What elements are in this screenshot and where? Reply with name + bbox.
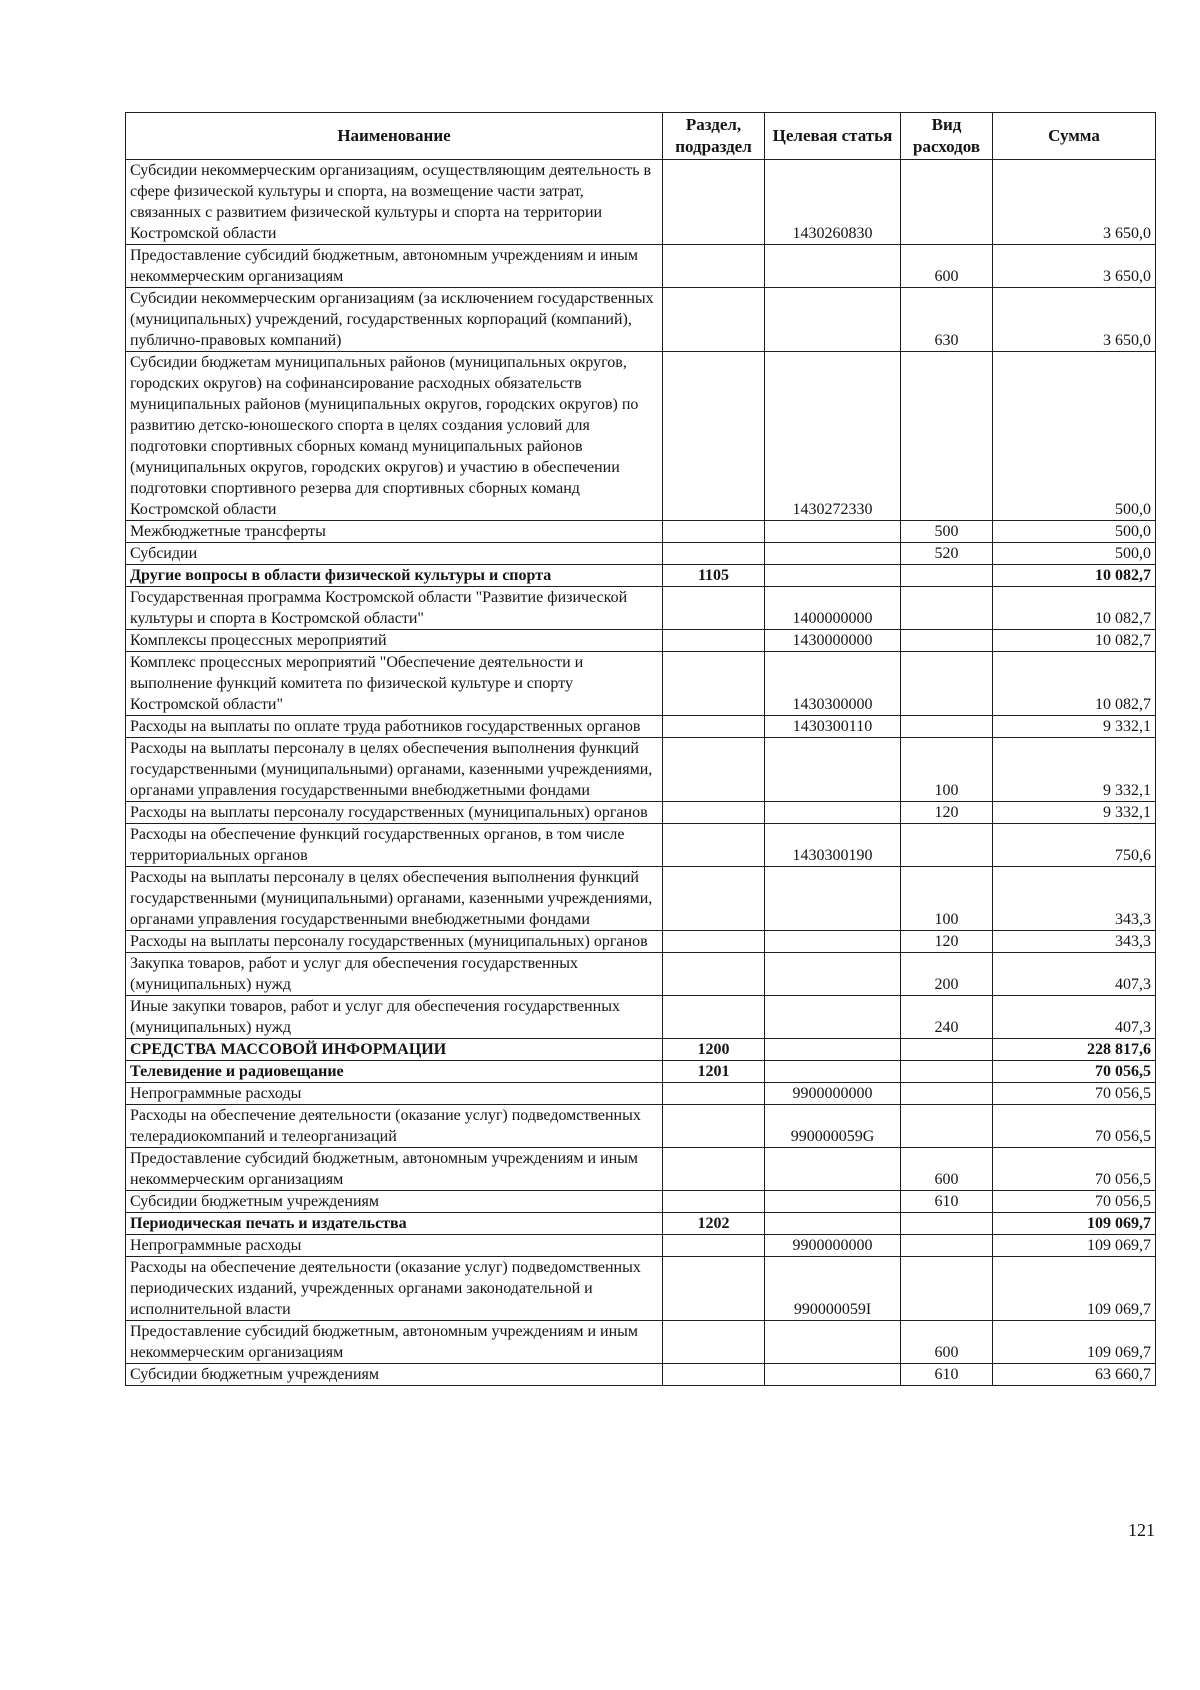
cell-section (663, 931, 765, 953)
cell-expense-type (901, 587, 993, 630)
cell-sum: 9 332,1 (993, 738, 1156, 802)
cell-sum: 70 056,5 (993, 1191, 1156, 1213)
cell-name: Комплекс процессных мероприятий "Обеспечение деятельности и выполнение функций комитета по физической культуре и спорту Костромской области" (126, 652, 663, 716)
table-row (126, 931, 1156, 953)
cell-target (765, 996, 901, 1039)
cell-expense-type: 200 (901, 953, 993, 996)
cell-expense-type (901, 1257, 993, 1321)
cell-expense-type: 100 (901, 867, 993, 931)
cell-expense-type (901, 1039, 993, 1061)
table-row (126, 521, 1156, 543)
cell-expense-type: 630 (901, 288, 993, 352)
cell-name: Предоставление субсидий бюджетным, автономным учреждениям и иным некоммерческим организациям (126, 1148, 663, 1191)
table-row (126, 565, 1156, 587)
cell-name: Иные закупки товаров, работ и услуг для обеспечения государственных (муниципальных) нужд (126, 996, 663, 1039)
cell-sum: 3 650,0 (993, 160, 1156, 245)
cell-expense-type: 500 (901, 521, 993, 543)
cell-sum: 70 056,5 (993, 1061, 1156, 1083)
table-row (126, 1364, 1156, 1386)
cell-section (663, 802, 765, 824)
cell-section (663, 1321, 765, 1364)
table-row (126, 1083, 1156, 1105)
table-row (126, 1061, 1156, 1083)
cell-name: Субсидии бюджетам муниципальных районов (муниципальных округов, городских округов) на софинансирование расходных обязательств муниципальных районов (муниципальных округов, городских округов) по развитию детско-юношеского спорта в целях создания условий для подготовки спортивных сборных команд муниципальных районов (муниципальных округов, городских округов) и участию в обеспечении подготовки спортивного резерва для спортивных сборных команд Костромской области (126, 352, 663, 521)
cell-expense-type: 610 (901, 1191, 993, 1213)
cell-target: 9900000000 (765, 1083, 901, 1105)
cell-target (765, 1148, 901, 1191)
cell-section (663, 630, 765, 652)
table-row (126, 160, 1156, 245)
cell-target (765, 738, 901, 802)
cell-name: Расходы на выплаты персоналу государственных (муниципальных) органов (126, 931, 663, 953)
cell-name: Субсидии бюджетным учреждениям (126, 1191, 663, 1213)
cell-expense-type (901, 716, 993, 738)
cell-target: 1430300000 (765, 652, 901, 716)
cell-target (765, 1039, 901, 1061)
cell-name: Расходы на выплаты персоналу государственных (муниципальных) органов (126, 802, 663, 824)
cell-section (663, 1191, 765, 1213)
cell-section: 1202 (663, 1213, 765, 1235)
cell-sum: 407,3 (993, 953, 1156, 996)
cell-target (765, 245, 901, 288)
table-row (126, 953, 1156, 996)
cell-name: Расходы на выплаты по оплате труда работников государственных органов (126, 716, 663, 738)
cell-expense-type: 100 (901, 738, 993, 802)
table-row (126, 630, 1156, 652)
cell-expense-type (901, 160, 993, 245)
cell-sum: 10 082,7 (993, 652, 1156, 716)
cell-name: Периодическая печать и издательства (126, 1213, 663, 1235)
cell-section (663, 738, 765, 802)
cell-target (765, 1213, 901, 1235)
cell-name: Телевидение и радиовещание (126, 1061, 663, 1083)
cell-sum: 9 332,1 (993, 802, 1156, 824)
cell-name: Межбюджетные трансферты (126, 521, 663, 543)
table-row (126, 1105, 1156, 1148)
cell-target: 990000059I (765, 1257, 901, 1321)
header-target: Целевая статья (765, 113, 901, 160)
cell-name: Расходы на обеспечение деятельности (оказание услуг) подведомственных телерадиокомпаний и телеорганизаций (126, 1105, 663, 1148)
cell-section (663, 1364, 765, 1386)
cell-target (765, 1364, 901, 1386)
cell-expense-type: 120 (901, 802, 993, 824)
cell-expense-type (901, 352, 993, 521)
cell-expense-type (901, 652, 993, 716)
cell-sum: 3 650,0 (993, 288, 1156, 352)
cell-sum: 9 332,1 (993, 716, 1156, 738)
cell-target (765, 1191, 901, 1213)
cell-expense-type (901, 565, 993, 587)
cell-section (663, 1148, 765, 1191)
table-row (126, 802, 1156, 824)
cell-name: Государственная программа Костромской области "Развитие физической культуры и спорта в Костромской области" (126, 587, 663, 630)
cell-target: 1430000000 (765, 630, 901, 652)
cell-section (663, 867, 765, 931)
table-row (126, 652, 1156, 716)
cell-section: 1105 (663, 565, 765, 587)
cell-name: Субсидии бюджетным учреждениям (126, 1364, 663, 1386)
table-row (126, 738, 1156, 802)
cell-sum: 109 069,7 (993, 1321, 1156, 1364)
table-row (126, 1039, 1156, 1061)
cell-sum: 70 056,5 (993, 1148, 1156, 1191)
cell-name: Предоставление субсидий бюджетным, автономным учреждениям и иным некоммерческим организациям (126, 245, 663, 288)
cell-name: Закупка товаров, работ и услуг для обеспечения государственных (муниципальных) нужд (126, 953, 663, 996)
cell-sum: 70 056,5 (993, 1105, 1156, 1148)
cell-name: Непрограммные расходы (126, 1235, 663, 1257)
cell-expense-type (901, 630, 993, 652)
cell-section (663, 1257, 765, 1321)
cell-name: Расходы на выплаты персоналу в целях обеспечения выполнения функций государственными (муниципальными) органами, казенными учреждениями, органами управления государственными внебюджетными фондами (126, 738, 663, 802)
header-sum: Сумма (993, 113, 1156, 160)
table-row (126, 288, 1156, 352)
table-row (126, 1213, 1156, 1235)
table-row (126, 716, 1156, 738)
cell-sum: 10 082,7 (993, 587, 1156, 630)
cell-expense-type: 520 (901, 543, 993, 565)
cell-sum: 109 069,7 (993, 1213, 1156, 1235)
cell-sum: 343,3 (993, 931, 1156, 953)
table-row (126, 1257, 1156, 1321)
cell-section (663, 996, 765, 1039)
cell-target: 990000059G (765, 1105, 901, 1148)
table-body (126, 160, 1156, 1386)
cell-section (663, 160, 765, 245)
cell-name: Непрограммные расходы (126, 1083, 663, 1105)
cell-sum: 500,0 (993, 521, 1156, 543)
cell-name: Расходы на обеспечение функций государственных органов, в том числе территориальных органов (126, 824, 663, 867)
cell-target (765, 521, 901, 543)
budget-table (125, 112, 1156, 1386)
cell-section (663, 1235, 765, 1257)
cell-section (663, 352, 765, 521)
table-row (126, 1235, 1156, 1257)
table-header (126, 113, 1156, 160)
cell-sum: 63 660,7 (993, 1364, 1156, 1386)
cell-sum: 500,0 (993, 543, 1156, 565)
table-row (126, 245, 1156, 288)
cell-section (663, 716, 765, 738)
cell-name: СРЕДСТВА МАССОВОЙ ИНФОРМАЦИИ (126, 1039, 663, 1061)
cell-target: 1430260830 (765, 160, 901, 245)
cell-section (663, 1105, 765, 1148)
cell-name: Расходы на обеспечение деятельности (оказание услуг) подведомственных периодических изданий, учрежденных органами законодательной и исполнительной власти (126, 1257, 663, 1321)
table-row (126, 824, 1156, 867)
cell-target (765, 543, 901, 565)
cell-section (663, 543, 765, 565)
table-row (126, 996, 1156, 1039)
cell-expense-type: 600 (901, 1321, 993, 1364)
table-row (126, 543, 1156, 565)
cell-name: Предоставление субсидий бюджетным, автономным учреждениям и иным некоммерческим организациям (126, 1321, 663, 1364)
cell-name: Расходы на выплаты персоналу в целях обеспечения выполнения функций государственными (муниципальными) органами, казенными учреждениями, органами управления государственными внебюджетными фондами (126, 867, 663, 931)
cell-expense-type: 600 (901, 1148, 993, 1191)
cell-target (765, 288, 901, 352)
cell-name: Комплексы процессных мероприятий (126, 630, 663, 652)
cell-section (663, 245, 765, 288)
cell-target (765, 1061, 901, 1083)
cell-sum: 109 069,7 (993, 1235, 1156, 1257)
cell-target (765, 1321, 901, 1364)
cell-section: 1201 (663, 1061, 765, 1083)
cell-expense-type: 120 (901, 931, 993, 953)
cell-section (663, 587, 765, 630)
cell-sum: 343,3 (993, 867, 1156, 931)
cell-section (663, 953, 765, 996)
cell-target: 1430272330 (765, 352, 901, 521)
cell-target (765, 953, 901, 996)
cell-target: 1400000000 (765, 587, 901, 630)
cell-section (663, 652, 765, 716)
cell-sum: 750,6 (993, 824, 1156, 867)
table-row (126, 1191, 1156, 1213)
cell-name: Субсидии некоммерческим организациям, осуществляющим деятельность в сфере физической культуры и спорта, на возмещение части затрат, связанных с развитием физической культуры и спорта на территории Костромской области (126, 160, 663, 245)
cell-section (663, 288, 765, 352)
cell-target (765, 565, 901, 587)
cell-target (765, 931, 901, 953)
header-expense-type: Вид расходов (901, 113, 993, 160)
cell-name: Другие вопросы в области физической культуры и спорта (126, 565, 663, 587)
cell-sum: 500,0 (993, 352, 1156, 521)
cell-expense-type (901, 1105, 993, 1148)
cell-section (663, 824, 765, 867)
cell-name: Субсидии (126, 543, 663, 565)
cell-name: Субсидии некоммерческим организациям (за исключением государственных (муниципальных) учреждений, государственных корпораций (компаний), публично-правовых компаний) (126, 288, 663, 352)
cell-sum: 407,3 (993, 996, 1156, 1039)
cell-expense-type (901, 824, 993, 867)
cell-sum: 10 082,7 (993, 565, 1156, 587)
cell-expense-type (901, 1083, 993, 1105)
header-section: Раздел, подраздел (663, 113, 765, 160)
table-row (126, 1148, 1156, 1191)
cell-target: 1430300110 (765, 716, 901, 738)
cell-expense-type: 600 (901, 245, 993, 288)
cell-target: 1430300190 (765, 824, 901, 867)
cell-expense-type: 610 (901, 1364, 993, 1386)
cell-section (663, 1083, 765, 1105)
cell-expense-type (901, 1061, 993, 1083)
cell-section (663, 521, 765, 543)
page-number: 121 (1128, 1520, 1155, 1540)
cell-expense-type (901, 1213, 993, 1235)
table-row (126, 867, 1156, 931)
cell-sum: 3 650,0 (993, 245, 1156, 288)
table-row (126, 587, 1156, 630)
cell-target: 9900000000 (765, 1235, 901, 1257)
cell-sum: 70 056,5 (993, 1083, 1156, 1105)
cell-expense-type: 240 (901, 996, 993, 1039)
cell-sum: 228 817,6 (993, 1039, 1156, 1061)
cell-section: 1200 (663, 1039, 765, 1061)
cell-sum: 10 082,7 (993, 630, 1156, 652)
cell-sum: 109 069,7 (993, 1257, 1156, 1321)
header-name: Наименование (126, 113, 663, 160)
cell-expense-type (901, 1235, 993, 1257)
table-row (126, 352, 1156, 521)
cell-target (765, 867, 901, 931)
table-row (126, 1321, 1156, 1364)
cell-target (765, 802, 901, 824)
